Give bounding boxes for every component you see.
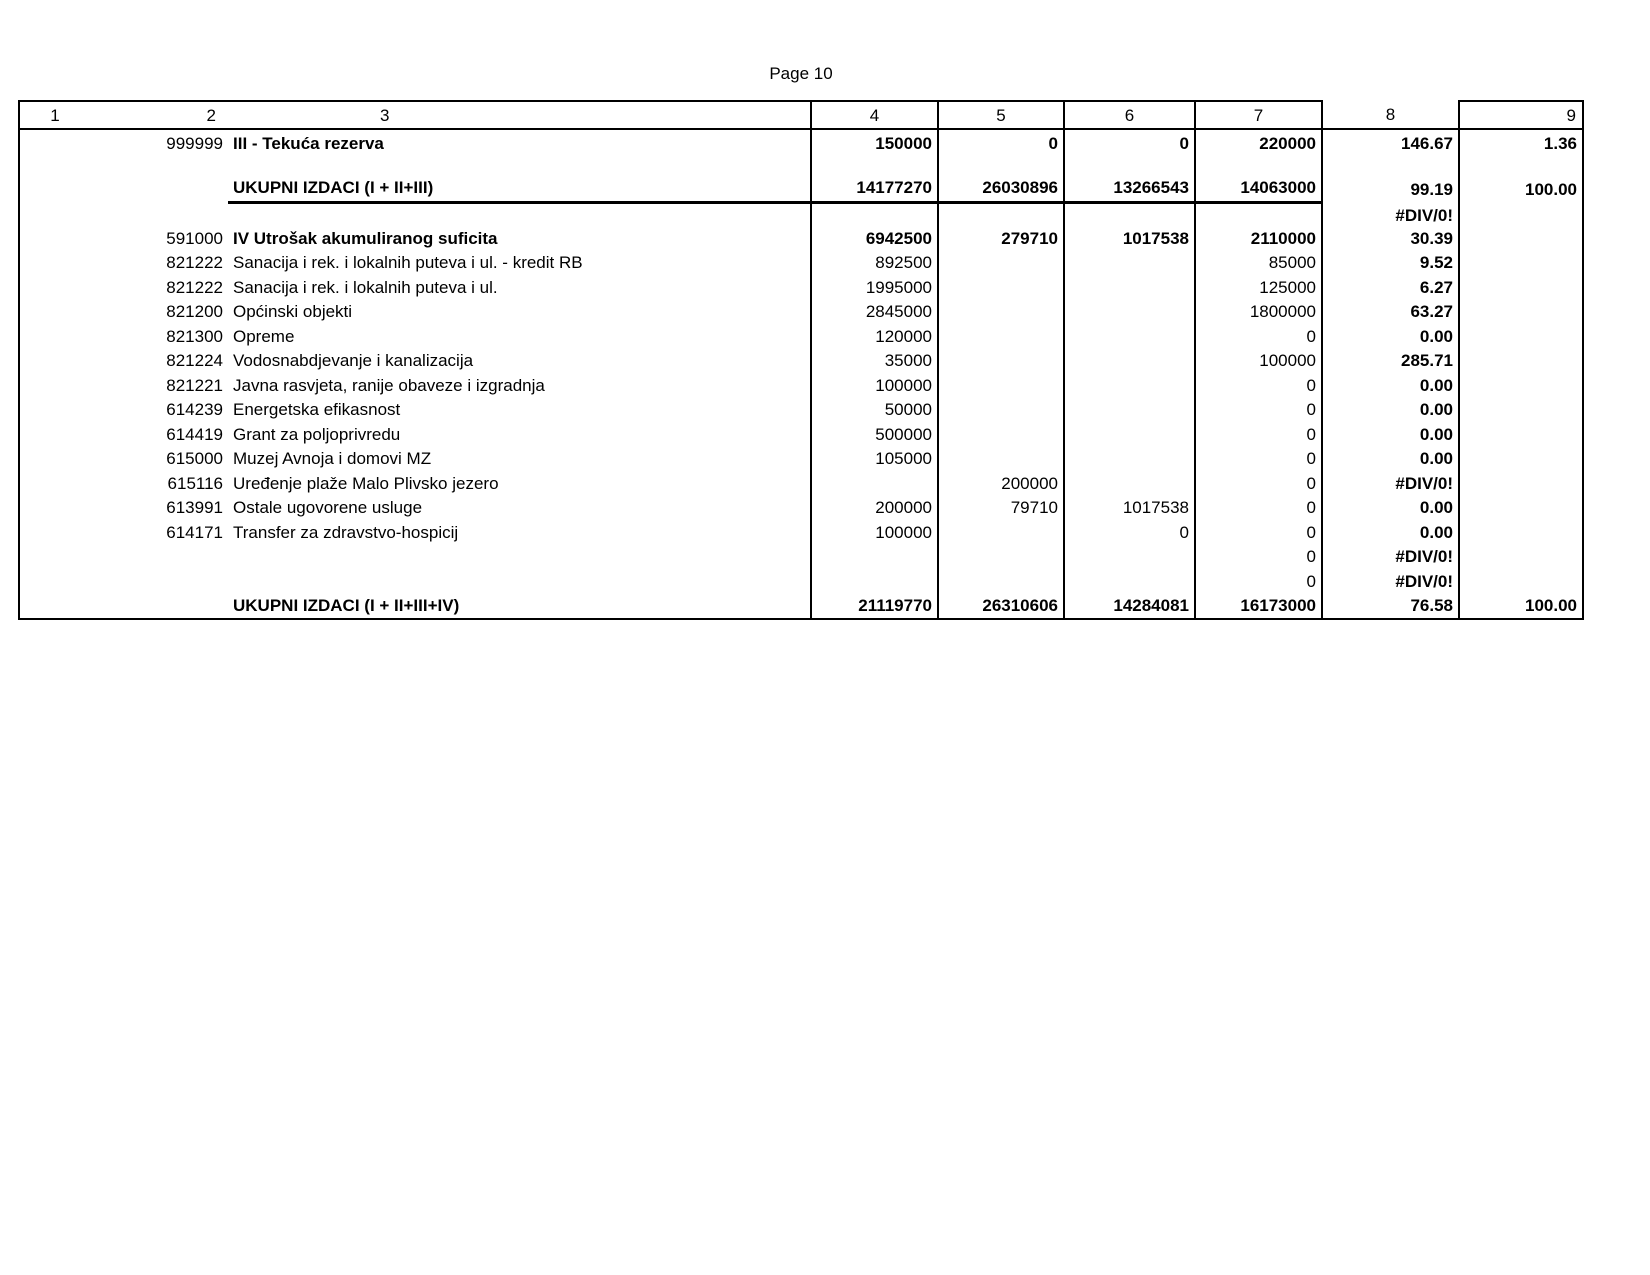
cell-value-4: [810, 204, 937, 226]
cell-value-8: 0.00: [1419, 449, 1453, 469]
cell-value-5: [937, 520, 1063, 545]
cell-value-5: [937, 204, 1063, 226]
cell-value-5: 200000: [937, 471, 1063, 496]
cell-description: Sanacija i rek. i lokalnih puteva i ul. - kredit RB: [233, 253, 583, 273]
cell-rowhead: [18, 349, 90, 374]
cell-value-4: 500000: [810, 422, 937, 447]
cell-value-5: [937, 373, 1063, 398]
cell-value-6: 1017538: [1063, 496, 1194, 521]
cell-code: [90, 174, 228, 204]
cell-value-9: [1458, 204, 1584, 226]
cell-value-9: [1458, 226, 1584, 251]
cell-value-9: [1458, 398, 1584, 423]
cell-value-6: [1063, 204, 1194, 226]
cell-code: [90, 569, 228, 594]
cell-value-4: 105000: [810, 447, 937, 472]
cell-value-5: [937, 251, 1063, 276]
cell-description: [228, 156, 810, 174]
cell-value-9: [1458, 447, 1584, 472]
cell-value-9: [1458, 373, 1584, 398]
cell-code: 999999: [166, 133, 223, 153]
cell-value-8: 0.00: [1419, 326, 1453, 346]
cell-rowhead: [18, 569, 90, 594]
cell-value-9: [1458, 300, 1584, 325]
column-header-9: 9: [1458, 100, 1584, 130]
cell-value-4: 50000: [810, 398, 937, 423]
cell-rowhead: [18, 324, 90, 349]
cell-rowhead: [18, 373, 90, 398]
column-header-8: 8: [1323, 100, 1458, 130]
cell-value-4: 892500: [810, 251, 937, 276]
cell-value-4: 1995000: [810, 275, 937, 300]
cell-value-7: 220000: [1194, 130, 1323, 156]
cell-value-7: 0: [1194, 447, 1323, 472]
cell-value-7: 0: [1194, 496, 1323, 521]
cell-value-8: 9.52: [1419, 253, 1453, 273]
cell-value-5: 0: [937, 130, 1063, 156]
cell-value-4: 14177270: [810, 174, 937, 204]
cell-description: Transfer za zdravstvo-hospicij: [233, 522, 459, 542]
cell-value-6: [1063, 275, 1194, 300]
column-header-3: 3: [228, 100, 810, 130]
column-header-7: 7: [1194, 100, 1323, 130]
cell-value-7: 0: [1194, 398, 1323, 423]
cell-value-7: 125000: [1194, 275, 1323, 300]
cell-rowhead: [18, 204, 90, 226]
cell-code: 613991: [166, 498, 223, 518]
cell-value-8: 76.58: [1323, 594, 1458, 620]
cell-value-8: [1323, 156, 1458, 174]
cell-value-8: 6.27: [1419, 277, 1453, 297]
cell-value-4: [810, 471, 937, 496]
cell-value-6: [1063, 447, 1194, 472]
cell-value-5: [937, 447, 1063, 472]
cell-value-5: [937, 349, 1063, 374]
cell-code: [90, 156, 228, 174]
cell-value-8: #DIV/0!: [1395, 473, 1453, 493]
cell-code: 821300: [166, 326, 223, 346]
cell-code: 615116: [167, 473, 223, 493]
cell-value-5: 79710: [937, 496, 1063, 521]
cell-value-8: 0.00: [1419, 424, 1453, 444]
cell-value-7: 0: [1194, 471, 1323, 496]
budget-table: [18, 100, 1584, 620]
cell-value-5: 26030896: [937, 174, 1063, 204]
cell-rowhead: [18, 520, 90, 545]
cell-description: Javna rasvjeta, ranije obaveze i izgradnja: [233, 375, 545, 395]
cell-value-9: [1458, 324, 1584, 349]
cell-value-6: [1063, 324, 1194, 349]
cell-description: Sanacija i rek. i lokalnih puteva i ul.: [233, 277, 498, 297]
cell-rowhead: [18, 496, 90, 521]
cell-value-6: [1063, 251, 1194, 276]
cell-value-5: 279710: [937, 226, 1063, 251]
cell-value-4: 100000: [810, 373, 937, 398]
cell-rowhead: [18, 422, 90, 447]
cell-value-7: 1800000: [1194, 300, 1323, 325]
cell-value-9: [1458, 156, 1584, 174]
cell-rowhead: [18, 174, 90, 204]
cell-description: [228, 569, 810, 594]
cell-value-8: #DIV/0!: [1395, 547, 1453, 567]
cell-description: Muzej Avnoja i domovi MZ: [233, 449, 432, 469]
cell-value-8: 63.27: [1410, 302, 1453, 322]
cell-value-4: 150000: [810, 130, 937, 156]
cell-description: Ostale ugovorene usluge: [233, 498, 423, 518]
cell-description: Grant za poljoprivredu: [233, 424, 401, 444]
cell-value-4: [810, 545, 937, 570]
cell-value-9: 1.36: [1458, 130, 1584, 156]
cell-value-8: 30.39: [1410, 228, 1453, 248]
cell-value-5: [937, 422, 1063, 447]
cell-description: [228, 204, 810, 226]
cell-value-7: 0: [1194, 569, 1323, 594]
cell-description: IV Utrošak akumuliranog suficita: [233, 228, 498, 248]
cell-value-7: 0: [1194, 545, 1323, 570]
cell-code: [90, 545, 228, 570]
cell-code: 615000: [166, 449, 223, 469]
cell-value-7: 14063000: [1194, 174, 1323, 204]
cell-value-4: [810, 569, 937, 594]
cell-value-4: 6942500: [810, 226, 937, 251]
column-header-6: 6: [1063, 100, 1194, 130]
cell-value-6: [1063, 156, 1194, 174]
cell-rowhead: [18, 156, 90, 174]
cell-value-8: 285.71: [1401, 351, 1453, 371]
cell-value-4: 2845000: [810, 300, 937, 325]
cell-value-6: 0: [1063, 130, 1194, 156]
cell-value-7: [1194, 204, 1323, 226]
cell-value-8: 0.00: [1419, 498, 1453, 518]
cell-value-9: [1458, 422, 1584, 447]
cell-value-7: 0: [1194, 373, 1323, 398]
cell-value-5: [937, 300, 1063, 325]
cell-code: [90, 594, 228, 620]
cell-value-7: 2110000: [1194, 226, 1323, 251]
cell-value-9: [1458, 251, 1584, 276]
cell-value-7: 0: [1194, 520, 1323, 545]
cell-rowhead: [18, 275, 90, 300]
cell-value-8: 0.00: [1419, 400, 1453, 420]
cell-description: Energetska efikasnost: [233, 400, 401, 420]
cell-code: 614419: [166, 424, 223, 444]
cell-value-7: 0: [1194, 324, 1323, 349]
column-header-1: 1: [18, 100, 90, 130]
cell-value-7: 100000: [1194, 349, 1323, 374]
cell-value-9: [1458, 275, 1584, 300]
cell-description: Uređenje plaže Malo Plivsko jezero: [233, 473, 499, 493]
cell-code: 821224: [166, 351, 223, 371]
cell-value-6: [1063, 398, 1194, 423]
cell-value-5: 26310606: [937, 594, 1063, 620]
cell-value-9: [1458, 520, 1584, 545]
cell-code: 614171: [166, 522, 223, 542]
cell-value-6: [1063, 373, 1194, 398]
cell-value-6: 14284081: [1063, 594, 1194, 620]
cell-value-5: [937, 156, 1063, 174]
cell-description: UKUPNI IZDACI (I + II+III+IV): [228, 594, 810, 620]
cell-rowhead: [18, 594, 90, 620]
cell-value-7: 0: [1194, 422, 1323, 447]
cell-description: Vodosnabdjevanje i kanalizacija: [233, 351, 474, 371]
cell-value-5: [937, 324, 1063, 349]
cell-rowhead: [18, 226, 90, 251]
cell-value-6: [1063, 471, 1194, 496]
cell-value-9: 100.00: [1458, 594, 1584, 620]
cell-code: 821222: [166, 253, 223, 273]
cell-code: 821222: [166, 277, 223, 297]
cell-value-9: [1458, 349, 1584, 374]
cell-value-8: 0.00: [1419, 375, 1453, 395]
cell-description: UKUPNI IZDACI (I + II+III): [228, 174, 810, 204]
cell-value-6: [1063, 349, 1194, 374]
cell-value-6: [1063, 545, 1194, 570]
cell-description: [228, 545, 810, 570]
cell-value-7: [1194, 156, 1323, 174]
cell-value-7: 85000: [1194, 251, 1323, 276]
cell-rowhead: [18, 398, 90, 423]
cell-value-4: 200000: [810, 496, 937, 521]
cell-value-6: 0: [1063, 520, 1194, 545]
page-label: Page 10: [769, 64, 833, 83]
cell-value-4: 120000: [810, 324, 937, 349]
cell-value-6: [1063, 300, 1194, 325]
cell-code: [90, 204, 228, 226]
cell-value-5: [937, 569, 1063, 594]
cell-value-9: [1458, 545, 1584, 570]
column-header-2: 2: [90, 100, 228, 130]
cell-value-9: [1458, 471, 1584, 496]
cell-rowhead: [18, 130, 90, 156]
cell-value-9: [1458, 569, 1584, 594]
cell-code: 821200: [166, 302, 223, 322]
cell-value-4: 35000: [810, 349, 937, 374]
cell-value-8: 146.67: [1401, 133, 1453, 153]
cell-value-5: [937, 398, 1063, 423]
cell-value-7: 16173000: [1194, 594, 1323, 620]
column-header-5: 5: [937, 100, 1063, 130]
cell-code: 614239: [166, 400, 223, 420]
cell-value-8: 99.19: [1410, 179, 1453, 199]
column-header-4: 4: [810, 100, 937, 130]
cell-value-6: [1063, 422, 1194, 447]
cell-description: III - Tekuća rezerva: [233, 133, 384, 153]
cell-rowhead: [18, 447, 90, 472]
cell-value-9: [1458, 496, 1584, 521]
cell-value-9: 100.00: [1458, 174, 1584, 204]
cell-description: Općinski objekti: [233, 302, 353, 322]
cell-value-6: [1063, 569, 1194, 594]
cell-rowhead: [18, 545, 90, 570]
cell-value-8: #DIV/0!: [1395, 205, 1453, 225]
cell-value-5: [937, 545, 1063, 570]
cell-value-8: 0.00: [1419, 522, 1453, 542]
cell-value-4: 21119770: [810, 594, 937, 620]
cell-rowhead: [18, 300, 90, 325]
cell-value-8: #DIV/0!: [1395, 571, 1453, 591]
cell-value-4: [810, 156, 937, 174]
cell-value-6: 13266543: [1063, 174, 1194, 204]
cell-rowhead: [18, 251, 90, 276]
cell-code: 821221: [166, 375, 223, 395]
cell-description: Opreme: [233, 326, 295, 346]
cell-value-5: [937, 275, 1063, 300]
cell-rowhead: [18, 471, 90, 496]
cell-value-6: 1017538: [1063, 226, 1194, 251]
cell-code: 591000: [166, 228, 223, 248]
cell-value-4: 100000: [810, 520, 937, 545]
